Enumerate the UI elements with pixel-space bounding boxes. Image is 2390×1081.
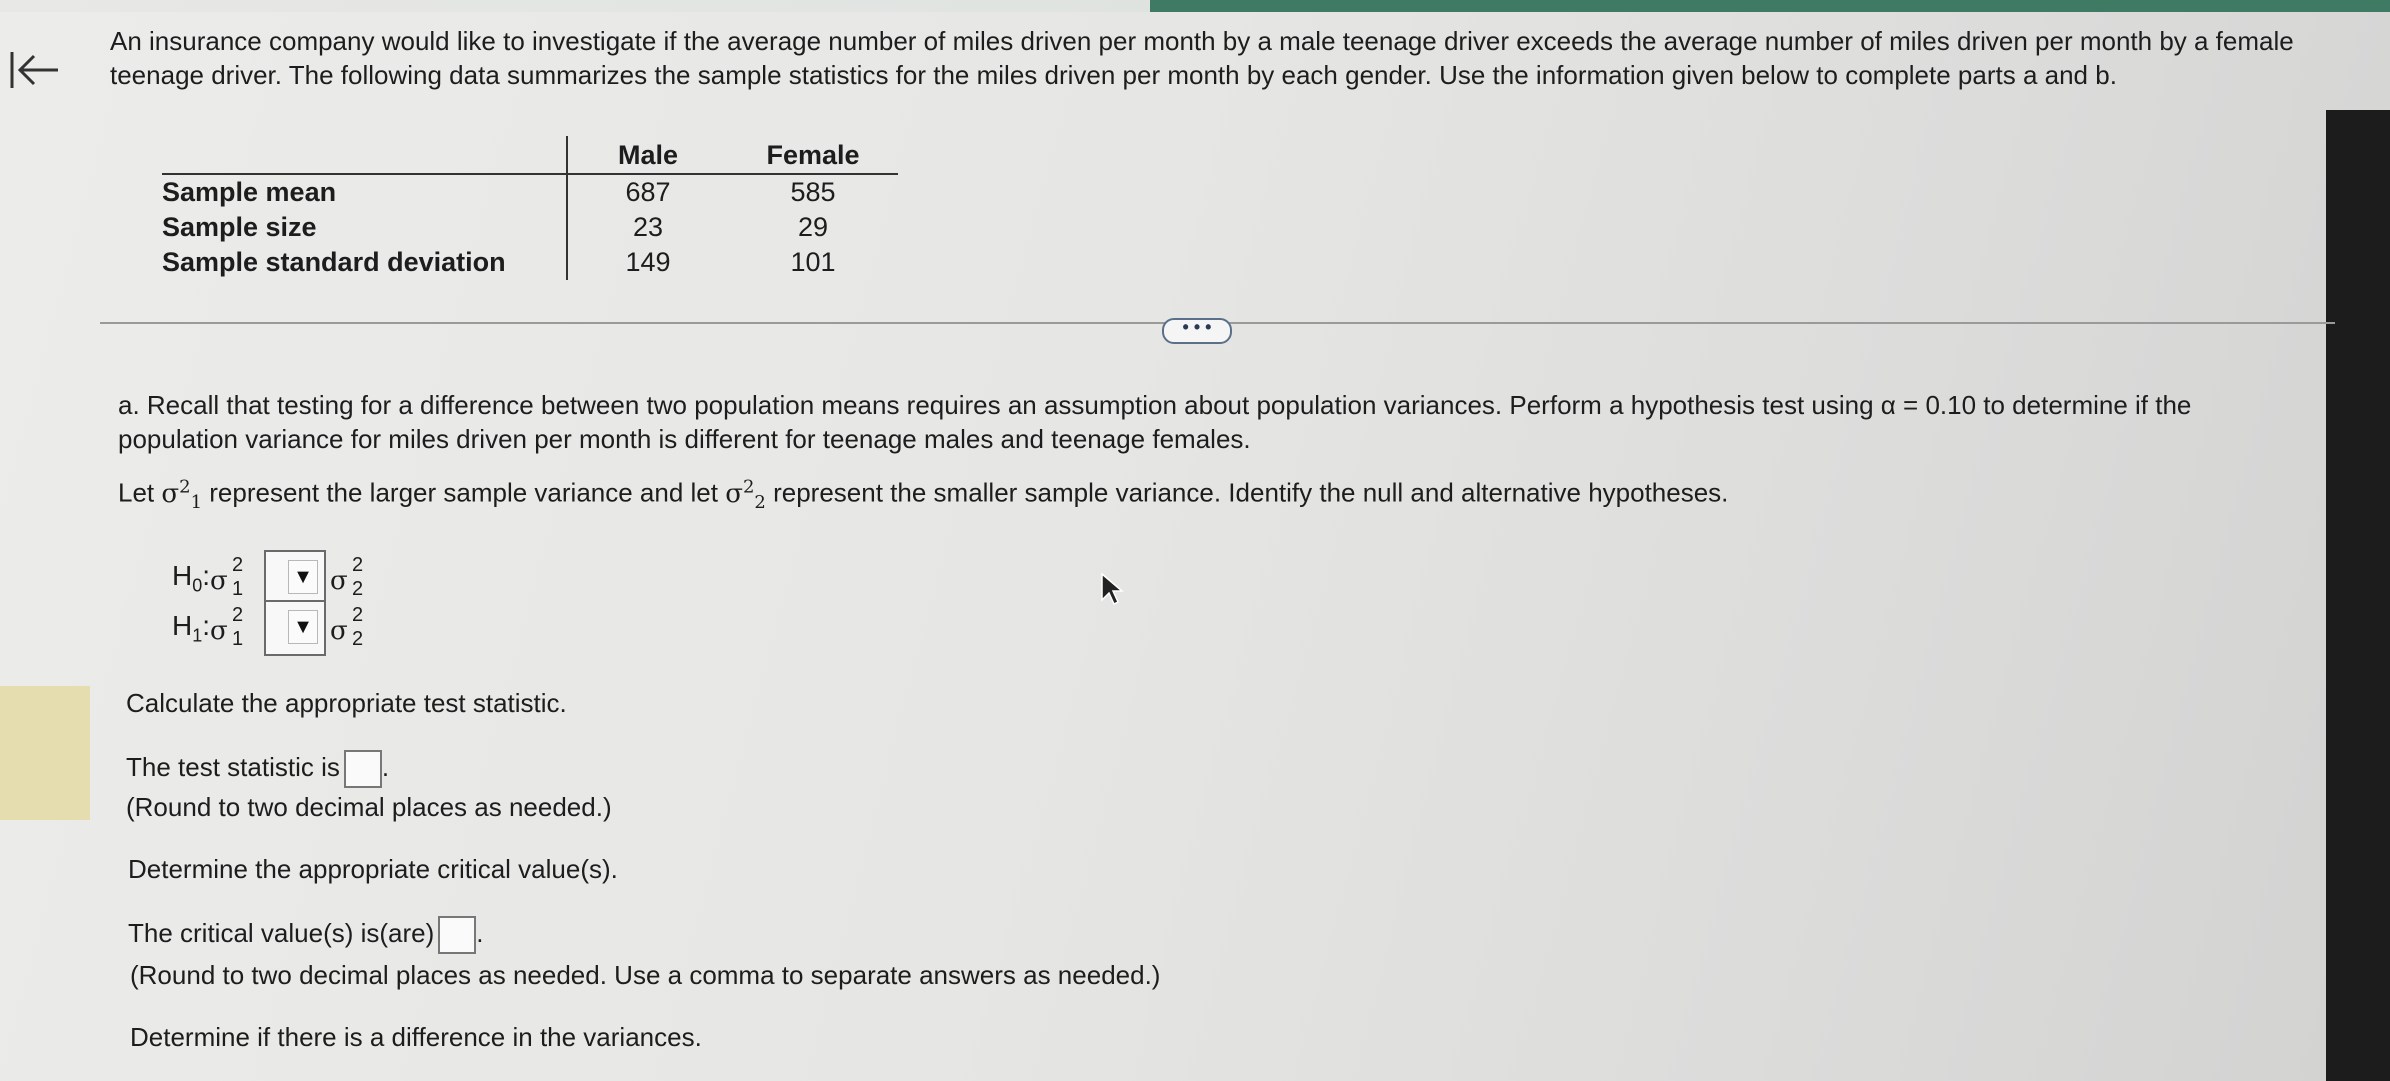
female-value: 101 <box>790 247 836 277</box>
calc-stat-prompt: Calculate the appropriate test statistic. <box>126 688 567 718</box>
round-note-2: (Round to two decimal places as needed. Use a comma to separate answers as needed.) <box>130 960 1161 990</box>
top-bar <box>0 0 2390 12</box>
test-stat-input[interactable] <box>344 750 382 788</box>
problem-intro: An insurance company would like to investigate if the average number of miles driven per month by a male teenage driver exceeds the average number of miles driven per month by a female teenage driver. The following data summarizes the sample statistics for the miles driven per month by each gender. Use the information given below to complete parts a and b. <box>110 26 2294 90</box>
critical-value-line: The critical value(s) is(are) . <box>128 916 484 954</box>
table-row <box>162 174 898 210</box>
row-label: Sample size <box>162 212 317 242</box>
alternative-hypothesis <box>172 606 378 650</box>
chevron-down-icon: ▼ <box>288 560 318 594</box>
table-header-row <box>162 136 898 174</box>
female-value: 29 <box>797 212 829 242</box>
sigma-2-symbol: $\sigma^2_2$ <box>725 476 766 513</box>
header-female: Female <box>766 140 860 170</box>
sigma1-squared: σ 2 1 <box>210 554 244 600</box>
mouse-cursor-icon <box>1100 572 1124 608</box>
expand-more-button[interactable]: • • • <box>1162 318 1232 344</box>
male-value: 149 <box>567 245 728 280</box>
sigma1-squared: σ 2 1 <box>210 604 244 650</box>
sigma2-squared: σ 2 2 <box>330 554 364 600</box>
header-male: Male <box>567 136 728 174</box>
round-note-1: (Round to two decimal places as needed.) <box>126 792 612 822</box>
sigma2-squared: σ 2 2 <box>330 604 364 650</box>
left-highlight-band <box>0 686 90 820</box>
male-value: 687 <box>567 174 728 210</box>
variance-definition <box>118 470 1728 520</box>
row-label: Sample standard deviation <box>162 247 506 277</box>
table-row <box>162 210 898 245</box>
h0-relation-dropdown[interactable] <box>264 550 326 606</box>
critical-value-label: The critical value(s) is(are) <box>128 918 435 948</box>
table-corner <box>162 136 567 174</box>
male-value: 23 <box>567 210 728 245</box>
row-label: Sample mean <box>162 177 337 207</box>
critical-value-input[interactable] <box>438 916 476 954</box>
h1-label: $H_1$: <box>172 609 211 646</box>
top-bar-light <box>0 0 1150 12</box>
critical-value-prompt: Determine the appropriate critical value(s). <box>128 854 618 884</box>
back-to-start-icon[interactable] <box>8 50 60 90</box>
h0-label: $H_0$: <box>172 559 211 596</box>
chevron-down-icon: ▼ <box>288 610 318 644</box>
part-a-instructions: a. Recall that testing for a difference between two population means requires an assumption about population variances. Perform a hypothesis test using α = 0.10 to determine if the population variance for miles driven per month is different for teenage males and teenage females. <box>118 390 2192 454</box>
test-stat-line: The test statistic is . <box>126 750 389 788</box>
female-value: 585 <box>790 177 836 207</box>
let-text-2: represent the larger sample variance and let <box>202 477 726 508</box>
null-hypothesis <box>172 556 378 600</box>
let-text-1: Let <box>118 477 162 508</box>
table-row <box>162 245 898 280</box>
let-text-3: represent the smaller sample variance. Identify the null and alternative hypotheses. <box>765 477 1729 508</box>
sigma-1-symbol: $\sigma^2_1$ <box>161 476 203 513</box>
screen-edge <box>2326 110 2390 1081</box>
sample-statistics-table <box>162 136 898 280</box>
test-stat-label: The test statistic is <box>126 752 340 782</box>
difference-prompt: Determine if there is a difference in the variances. <box>130 1022 702 1052</box>
h1-relation-dropdown[interactable] <box>264 600 326 656</box>
